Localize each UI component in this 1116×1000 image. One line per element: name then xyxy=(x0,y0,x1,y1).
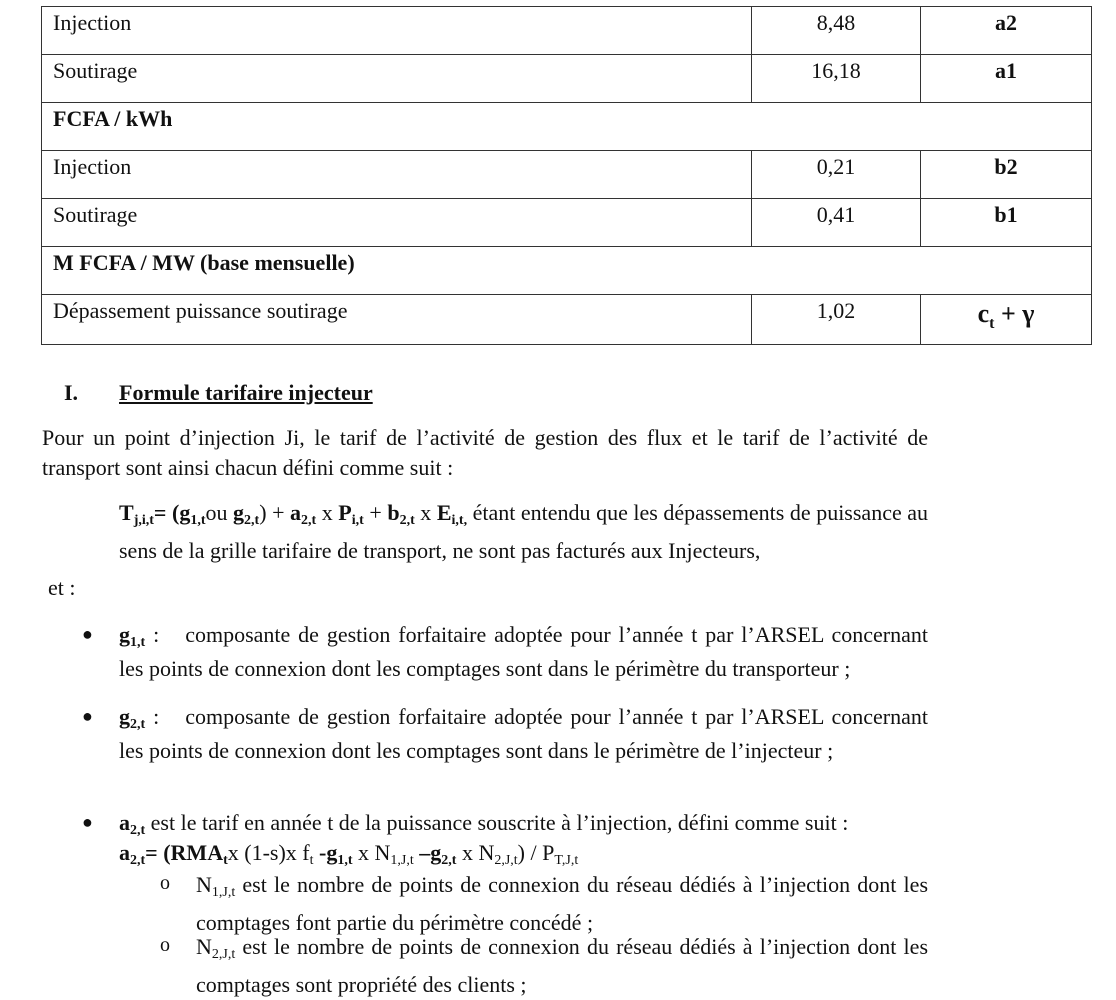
et-label: et : xyxy=(48,575,76,600)
row-value: 1,02 xyxy=(752,295,921,345)
row-value: 0,41 xyxy=(752,199,921,247)
row-value: 0,21 xyxy=(752,151,921,199)
row-value: 8,48 xyxy=(752,7,921,55)
a2-formula: a2,t= (RMAtx (1-s)x $f_t$ -g1,t x $N_{1,J,t}$ –g2,t x $N_{2,J,t}) / P_{T,J,t}$ xyxy=(119,840,579,868)
section-title: Formule tarifaire injecteur xyxy=(119,380,373,405)
sub-list-item: $N_{1,J,t}$ est le nombre de points de connexion du réseau dédiés à l’injection dont les comptages font partie du périmètre concédé ; xyxy=(196,872,928,935)
row-value: 16,18 xyxy=(752,55,921,103)
list-item: a2,t est le tarif en année t de la puissance souscrite à l’injection, défini comme suit : xyxy=(119,810,849,838)
row-code: b2 xyxy=(921,151,1092,199)
tariff-table xyxy=(41,6,1092,345)
table-row xyxy=(42,55,1092,103)
section-number: I. xyxy=(64,380,79,405)
row-code: a2 xyxy=(921,7,1092,55)
row-label: Injection xyxy=(42,151,752,199)
row-code: b1 xyxy=(921,199,1092,247)
bullet-icon: ● xyxy=(82,812,93,832)
list-item: g2,t : composante de gestion forfaitaire adoptée pour l’année t par l’ARSEL concernant les points de connexion dont les comptages sont dans le périmètre de l’injecteur ; xyxy=(119,704,928,763)
circle-bullet-icon: o xyxy=(160,872,170,894)
list-item: g1,t : composante de gestion forfaitaire adoptée pour l’année t par l’ARSEL concernant les points de connexion dont les comptages sont dans le périmètre du transporteur ; xyxy=(119,622,928,681)
unit-header-kwh: FCFA / kWh xyxy=(42,103,1092,151)
table-section-header xyxy=(42,103,1092,151)
row-label: Injection xyxy=(42,7,752,55)
circle-bullet-icon: o xyxy=(160,934,170,956)
table-row xyxy=(42,151,1092,199)
sub-list-item: $N_{2,J,t}$ est le nombre de points de connexion du réseau dédiés à l’injection dont les comptages sont propriété des clients ; xyxy=(196,934,928,997)
row-label: Soutirage xyxy=(42,55,752,103)
row-code: $c_t + \gamma$ xyxy=(921,295,1092,345)
row-code: a1 xyxy=(921,55,1092,103)
row-label: Dépassement puissance soutirage xyxy=(42,295,752,345)
table-row xyxy=(42,7,1092,55)
bullet-icon: ● xyxy=(82,706,93,726)
intro-paragraph: Pour un point d’injection Ji, le tarif de l’activité de gestion des flux et le tarif de l’activité de transport sont ainsi chacun défini comme suit : xyxy=(42,425,928,480)
table-section-header xyxy=(42,247,1092,295)
bullet-icon: ● xyxy=(82,624,93,644)
table-row xyxy=(42,295,1092,345)
row-label: Soutirage xyxy=(42,199,752,247)
table-row xyxy=(42,199,1092,247)
unit-header-mw: M FCFA / MW (base mensuelle) xyxy=(42,247,1092,295)
tariff-formula: Tj,i,t= (g1,tou g2,t) + a2,t x Pi,t + b2,t x Ei,t, étant entendu que les dépassements de puissance au sens de la grille tarifaire de transport, ne sont pas facturés aux Injecteurs, xyxy=(119,500,929,563)
